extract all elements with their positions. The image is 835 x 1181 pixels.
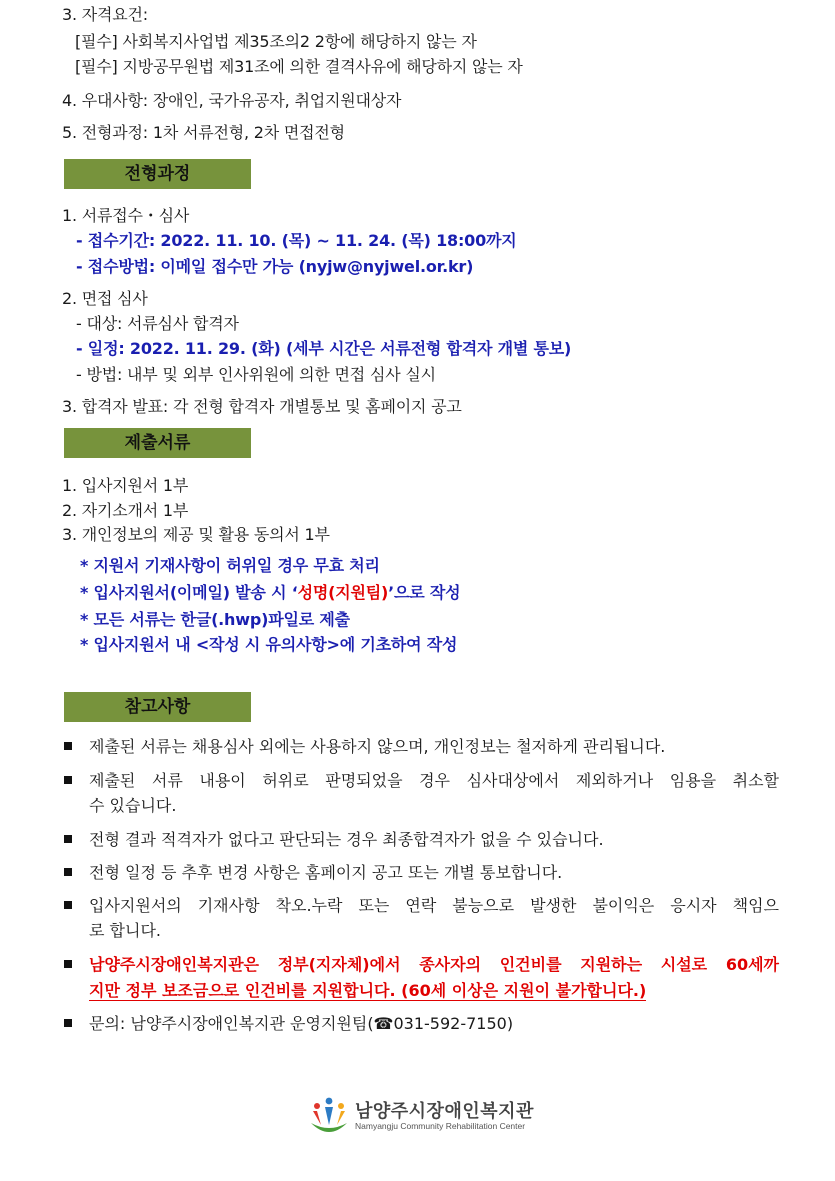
requirement-item: [필수] 지방공무원법 제31조에 의한 결격사유에 해당하지 않는 자: [75, 57, 523, 76]
reference-item: 제출된 서류 내용이 허위로 판명되었을 경우 심사대상에서 제외하거나 임용을 취소할: [89, 771, 779, 790]
reference-item: 입사지원서의 기재사항 착오.누락 또는 연락 불능으로 발생한 불이익은 응시자 책임으: [89, 896, 779, 915]
document-item: 3. 개인정보의 제공 및 활용 동의서 1부: [62, 525, 330, 544]
reference-item-contact: 문의: 남양주시장애인복지관 운영지원팀(☎031-592-7150): [89, 1014, 514, 1033]
document-note: * 모든 서류는 한글(.hwp)파일로 제출: [80, 610, 350, 629]
process-step-1: 1. 서류접수・심사: [62, 206, 190, 225]
reference-item: 전형 결과 적격자가 없다고 판단되는 경우 최종합격자가 없을 수 있습니다.: [89, 830, 604, 849]
process-step-1-period: - 접수기간: 2022. 11. 10. (목) ~ 11. 24. (목) 18:00까지: [76, 231, 517, 250]
section-header-process: 전형과정: [64, 159, 251, 189]
reference-item-funding: 남양주시장애인복지관은 정부(지자체)에서 종사자의 인건비를 지원하는 시설로 60세까: [89, 955, 779, 974]
funding-text: 지만 정부 보조금으로 인건비를 지원합니다. (60세 이상은 지원이 불가합니다.): [89, 981, 647, 1000]
section-header-documents: 제출서류: [64, 428, 251, 458]
document-note: * 입사지원서 내 <작성 시 유의사항>에 기초하여 작성: [80, 635, 458, 654]
document-item: 2. 자기소개서 1부: [62, 501, 189, 520]
bullet-icon: [64, 960, 72, 968]
section-header-reference: 참고사항: [64, 692, 251, 722]
bullet-icon: [64, 776, 72, 784]
process-step-2-method: - 방법: 내부 및 외부 인사위원에 의한 면접 심사 실시: [76, 365, 436, 384]
process-step-1-method: - 접수방법: 이메일 접수만 가능 (nyjw@nyjwel.or.kr): [76, 257, 474, 276]
bullet-icon: [64, 901, 72, 909]
process-step-3: 3. 합격자 발표: 각 전형 합격자 개별통보 및 홈페이지 공고: [62, 397, 462, 416]
bullet-icon: [64, 868, 72, 876]
logo-org-name-en: Namyangju Community Rehabilitation Center: [355, 1121, 526, 1131]
bullet-icon: [64, 1019, 72, 1027]
reference-item-cont: 수 있습니다.: [89, 796, 177, 815]
logo-emblem-icon: [307, 1095, 351, 1137]
process-step-2: 2. 면접 심사: [62, 289, 148, 308]
process-summary-line: 5. 전형과정: 1차 서류전형, 2차 면접전형: [62, 123, 345, 142]
document-note: * 지원서 기재사항이 허위일 경우 무효 처리: [80, 556, 380, 575]
reference-item: 제출된 서류는 채용심사 외에는 사용하지 않으며, 개인정보는 철저하게 관리됩니다.: [89, 737, 666, 756]
reference-item-funding-cont: [89, 980, 646, 1002]
reference-item: 전형 일정 등 추후 변경 사항은 홈페이지 공고 또는 개별 통보합니다.: [89, 863, 563, 882]
organization-logo: [307, 1095, 537, 1137]
document-note-name-format: [80, 582, 460, 604]
note-text: * 입사지원서(이메일) 발송 시 ‘: [80, 583, 298, 602]
preference-line: 4. 우대사항: 장애인, 국가유공자, 취업지원대상자: [62, 91, 402, 110]
bullet-icon: [64, 742, 72, 750]
note-highlight: 성명(지원팀): [297, 583, 389, 602]
bullet-icon: [64, 835, 72, 843]
requirements-heading: 3. 자격요건:: [62, 5, 148, 24]
document-item: 1. 입사지원서 1부: [62, 476, 189, 495]
logo-org-name: 남양주시장애인복지관: [355, 1101, 534, 1122]
note-text: ’으로 작성: [388, 583, 461, 602]
reference-item-cont: 로 합니다.: [89, 921, 161, 940]
requirement-item: [필수] 사회복지사업법 제35조의2 2항에 해당하지 않는 자: [75, 32, 477, 51]
process-step-2-date: - 일정: 2022. 11. 29. (화) (세부 시간은 서류전형 합격자 개별 통보): [76, 339, 572, 358]
process-step-2-target: - 대상: 서류심사 합격자: [76, 314, 239, 333]
